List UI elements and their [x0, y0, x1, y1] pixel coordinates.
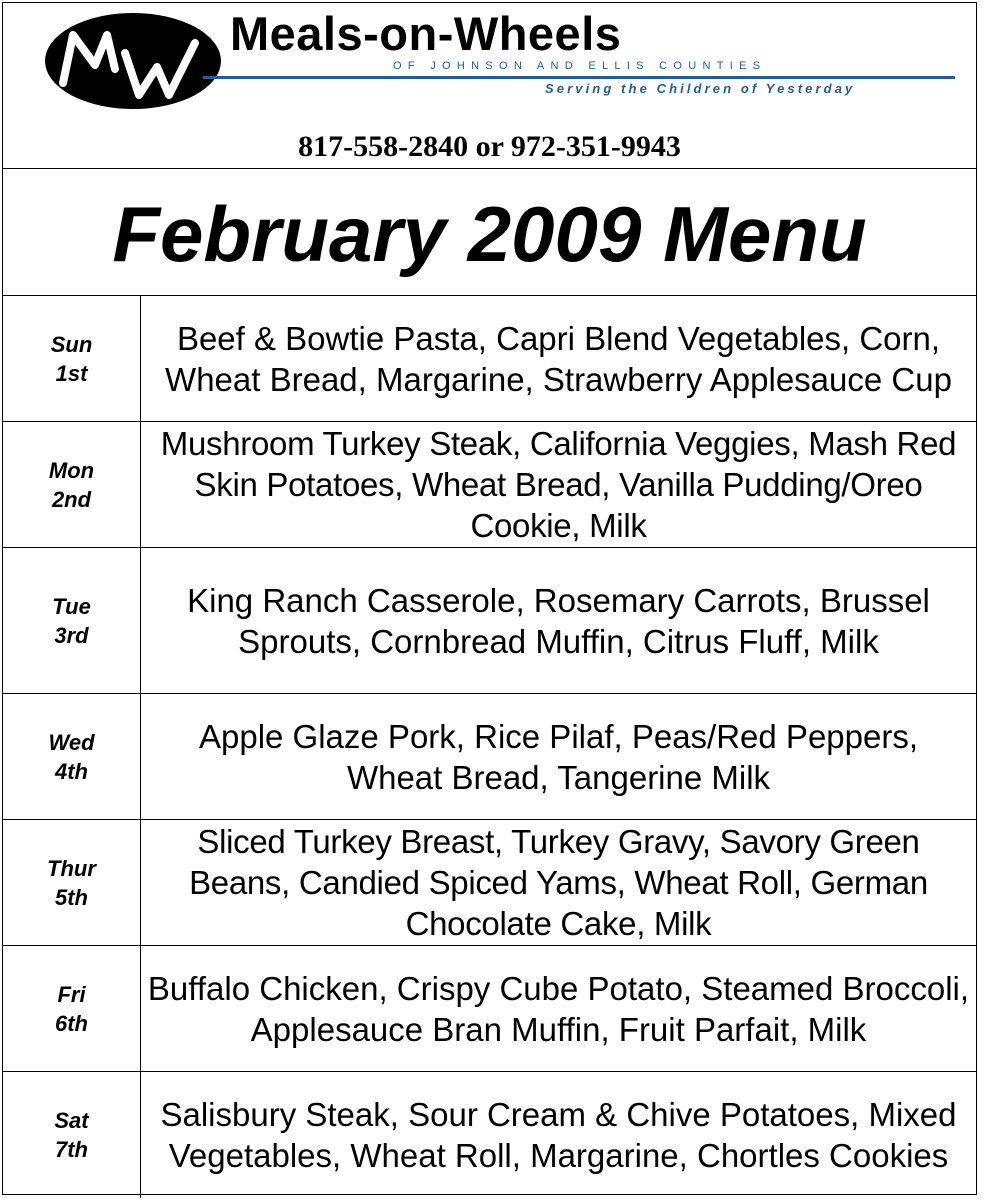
day-date: 2nd [51, 486, 92, 512]
brand-tagline: Serving the Children of Yesterday [545, 81, 856, 96]
day-cell [3, 548, 141, 693]
menu-row [3, 296, 976, 422]
day-name: Sun [50, 331, 93, 357]
menu-cell: Buffalo Chicken, Crispy Cube Potato, Steamed Broccoli, Applesauce Bran Muffin, Fruit Parfait, Milk [147, 969, 970, 1048]
header [3, 3, 976, 169]
day-date: 6th [55, 1010, 88, 1036]
menu-cell: Mushroom Turkey Steak, California Veggies, Mash Red Skin Potatoes, Wheat Bread, Vanilla Pudding/Oreo Cookie, Milk [160, 425, 957, 544]
day-cell [3, 422, 141, 547]
brand-divider [203, 76, 955, 79]
page-title: February 2009 Menu [112, 190, 867, 278]
day-name: Fri [57, 981, 86, 1007]
menu-cell: Beef & Bowtie Pasta, Capri Blend Vegetables, Corn, Wheat Bread, Margarine, Strawberry Applesauce Cup [165, 319, 952, 398]
day-date: 1st [55, 360, 88, 386]
mw-logo-icon [45, 13, 221, 109]
menu-row [3, 820, 976, 946]
menu-cell: Sliced Turkey Breast, Turkey Gravy, Savory Green Beans, Candied Spiced Yams, Wheat Roll, German Chocolate Cake, Milk [189, 823, 928, 942]
brand-subtitle: OF JOHNSON AND ELLIS COUNTIES [393, 60, 767, 72]
menu-cell: Salisbury Steak, Sour Cream & Chive Potatoes, Mixed Vegetables, Wheat Roll, Margarine, Chortles Cookies [160, 1096, 957, 1174]
menu-document [2, 2, 977, 1195]
day-cell [3, 694, 141, 819]
menu-row [3, 548, 976, 694]
day-cell [3, 1072, 141, 1198]
day-name: Sat [54, 1108, 89, 1133]
menu-row [3, 946, 976, 1072]
day-date: 4th [55, 758, 88, 784]
day-name: Wed [48, 729, 95, 755]
menu-row [3, 422, 976, 548]
menu-table [3, 296, 976, 1198]
day-name: Tue [52, 593, 91, 619]
menu-cell: King Ranch Casserole, Rosemary Carrots, Brussel Sprouts, Cornbread Muffin, Citrus Fluff, Milk [187, 581, 930, 660]
day-date: 3rd [54, 622, 89, 648]
menu-row [3, 694, 976, 820]
day-cell [3, 820, 141, 945]
day-date: 5th [55, 884, 88, 910]
day-name: Thur [47, 855, 96, 881]
day-name: Mon [48, 457, 95, 483]
brand-name: Meals-on-Wheels [230, 7, 622, 60]
day-cell [3, 296, 141, 421]
menu-row [3, 1072, 976, 1198]
day-cell [3, 946, 141, 1071]
phone-numbers: 817-558-2840 or 972-351-9943 [298, 130, 681, 163]
day-date: 7th [55, 1137, 88, 1162]
menu-cell: Apple Glaze Pork, Rice Pilaf, Peas/Red Peppers, Wheat Bread, Tangerine Milk [198, 717, 919, 796]
title-row [3, 169, 976, 296]
